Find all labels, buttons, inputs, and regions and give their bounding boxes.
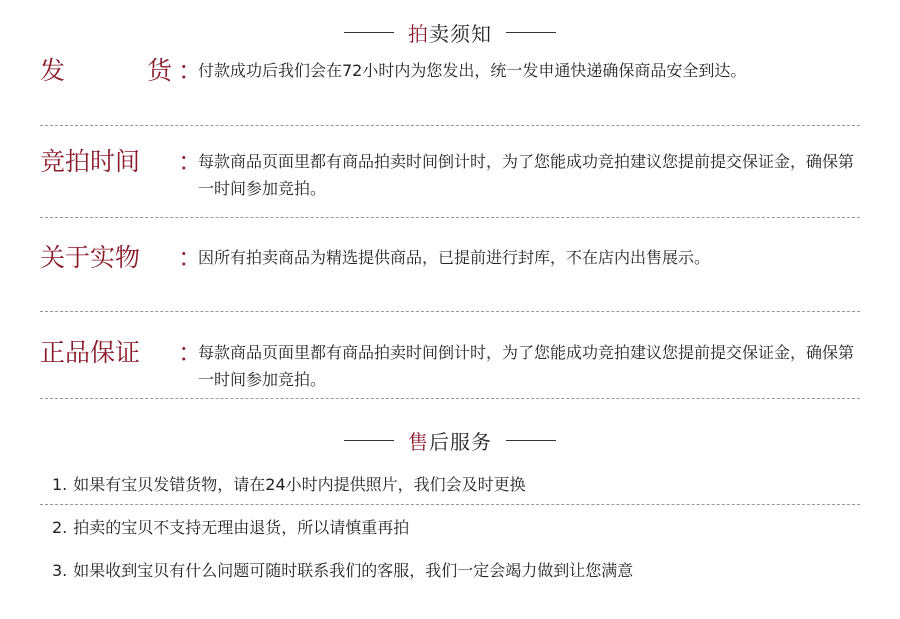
notice-title: 拍卖须知 [408,21,492,46]
notice-label: 关于实物 ： [40,243,204,272]
after-sales-item: 2. 拍卖的宝贝不支持无理由退货，所以请慎重再拍 [52,518,410,537]
dashed-divider [40,398,860,399]
notice-row-physical-goods [40,241,860,275]
after-sales-item: 3. 如果收到宝贝有什么问题可随时联系我们的客服，我们一定会竭力做到让您满意 [52,561,634,580]
notice-label: 发 货 ： [40,56,204,85]
notice-row-authenticity [40,336,860,393]
title-left-rule [344,32,394,33]
dashed-divider [40,217,860,218]
notice-label: 正品保证 ： [40,338,204,367]
notice-section-title [0,16,900,48]
notice-text: 付款成功后我们会在72小时内为您发出，统一发申通快递确保商品安全到达。 [198,61,747,80]
title-right-rule [506,32,556,33]
notice-label: 竞拍时间 ： [40,147,204,176]
notice-text: 每款商品页面里都有商品拍卖时间倒计时，为了您能成功竞拍建议您提前提交保证金，确保第一时间参加竞拍。 [198,152,855,198]
notice-row-bidding-time [40,145,860,202]
after-sales-section-title [0,424,900,456]
after-sales-title: 售后服务 [408,429,492,454]
notice-row-shipping [40,54,860,88]
title-right-rule [506,440,556,441]
dashed-divider [40,125,860,126]
dashed-divider [40,311,860,312]
after-sales-item: 1. 如果有宝贝发错货物，请在24小时内提供照片，我们会及时更换 [52,475,526,494]
title-left-rule [344,440,394,441]
dashed-divider [40,504,860,505]
notice-text: 每款商品页面里都有商品拍卖时间倒计时，为了您能成功竞拍建议您提前提交保证金，确保第一时间参加竞拍。 [198,343,855,389]
notice-text: 因所有拍卖商品为精选提供商品，已提前进行封库，不在店内出售展示。 [198,248,711,267]
